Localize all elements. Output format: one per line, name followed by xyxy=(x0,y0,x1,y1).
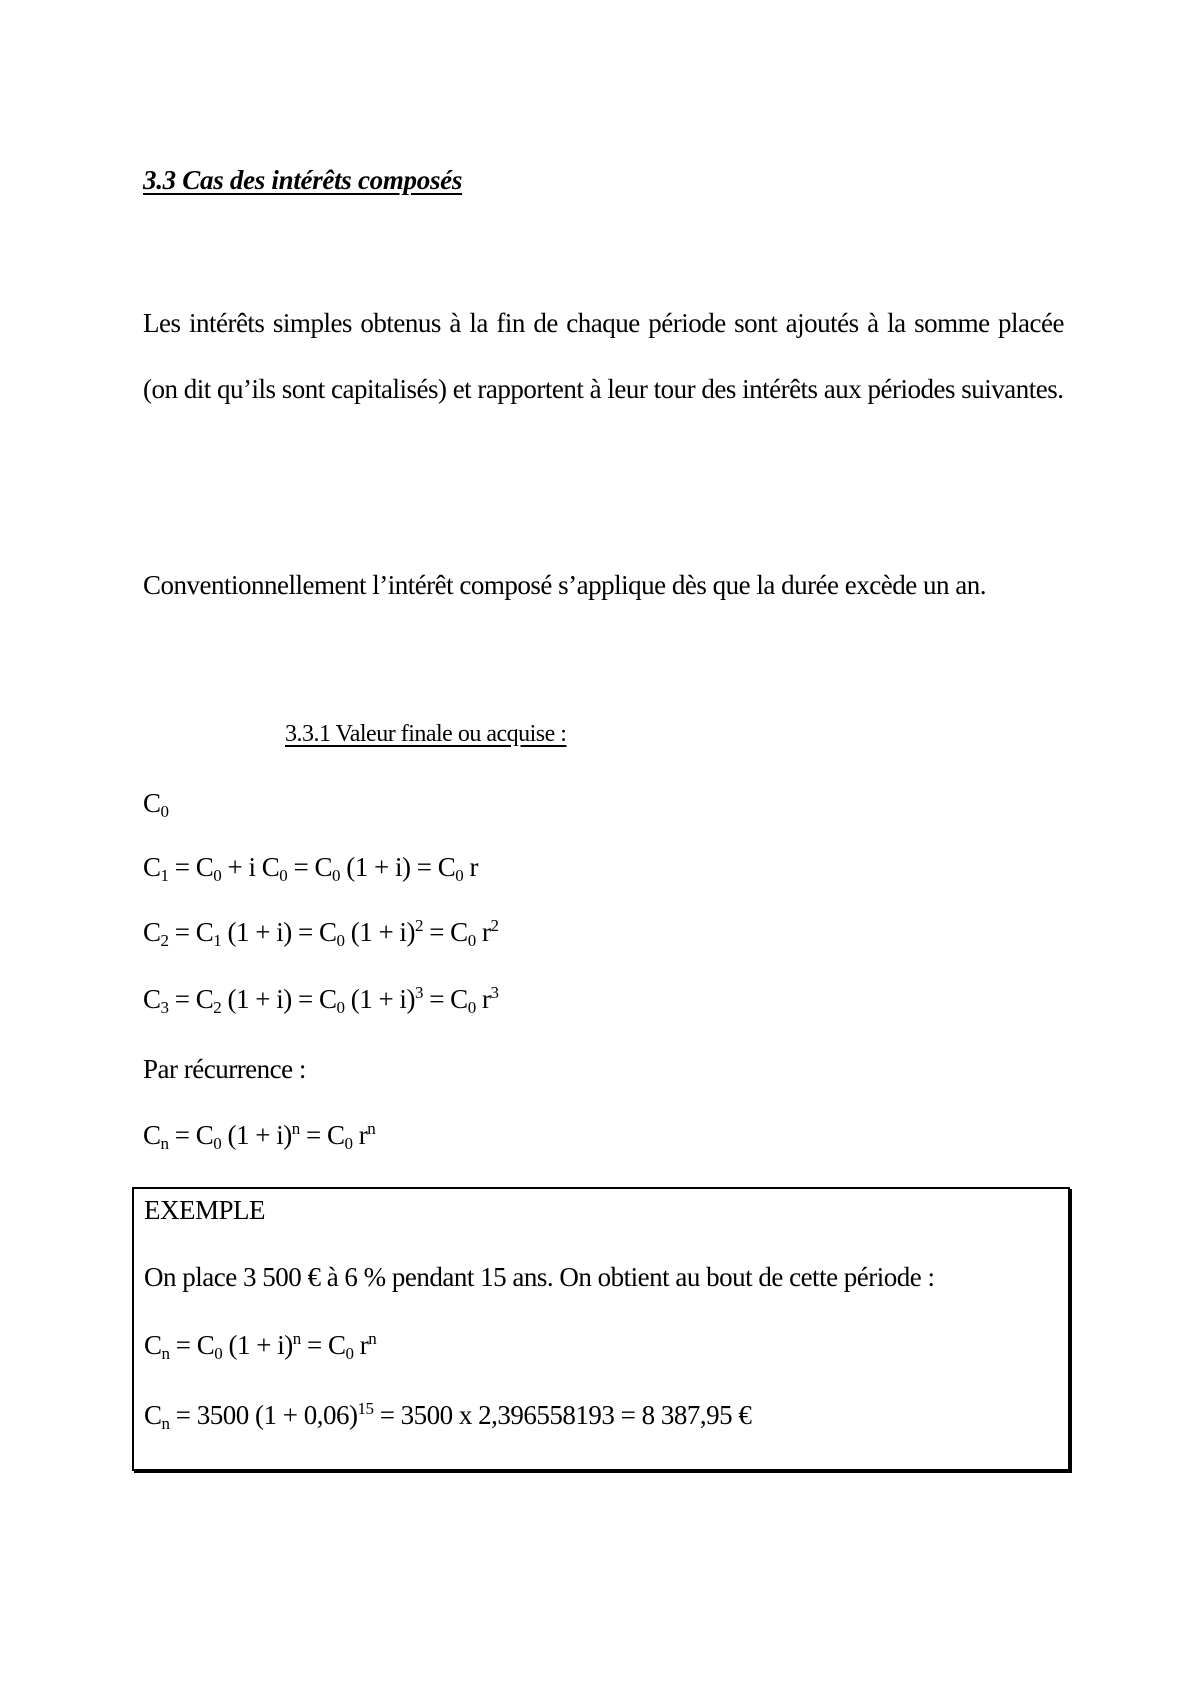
formula-c2: $C_2 = C_1$ $(1 + i) = C_0$ $(1 + i)^2 = C_0$ $r^2$ xyxy=(143,916,499,950)
recurrence-label: Par récurrence : xyxy=(143,1054,306,1084)
example-formula: $C_n = C_0$ $(1 + i)^n = C_0$ $r^n$ xyxy=(144,1329,377,1363)
formula-c3: $C_3 = C_2$ $(1 + i) = C_0$ $(1 + i)^3 = C_0$ $r^3$ xyxy=(143,983,499,1017)
example-title: EXEMPLE xyxy=(144,1195,265,1225)
paragraph-capitalisation: Les intérêts simples obtenus à la fin de chaque période sont ajoutés à la somme placée (on dit qu’ils sont capitalisés) et rapportent à leur tour des intérêts aux périodes suivantes. xyxy=(143,308,1064,404)
example-box xyxy=(132,1187,1070,1471)
example-calculation: $C_n = 3500$ $(1 + 0,06)^{15} = 3500$ x 2,396558193 = 8 387,95 € xyxy=(144,1399,752,1433)
formula-cn: $C_n = C_0$ $(1 + i)^n = C_0$ $r^n$ xyxy=(143,1119,376,1153)
section-heading: 3.3 Cas des intérêts composés xyxy=(143,165,463,195)
example-statement: On place 3 500 € à 6 % pendant 15 ans. On obtient au bout de cette période : xyxy=(144,1262,935,1292)
subsection-heading xyxy=(143,718,566,750)
paragraph-convention: Conventionnellement l’intérêt composé s’applique dès que la durée excède un an. xyxy=(143,570,986,600)
formula-c1: $C_1 = C_0 + i$ $C_0 = C_0$ $(1 + i) = C_0$ r xyxy=(143,852,478,885)
subsection-heading-text: 3.3.1 Valeur finale ou acquise : xyxy=(285,721,567,747)
formula-c0: $C_0$ xyxy=(143,788,169,821)
